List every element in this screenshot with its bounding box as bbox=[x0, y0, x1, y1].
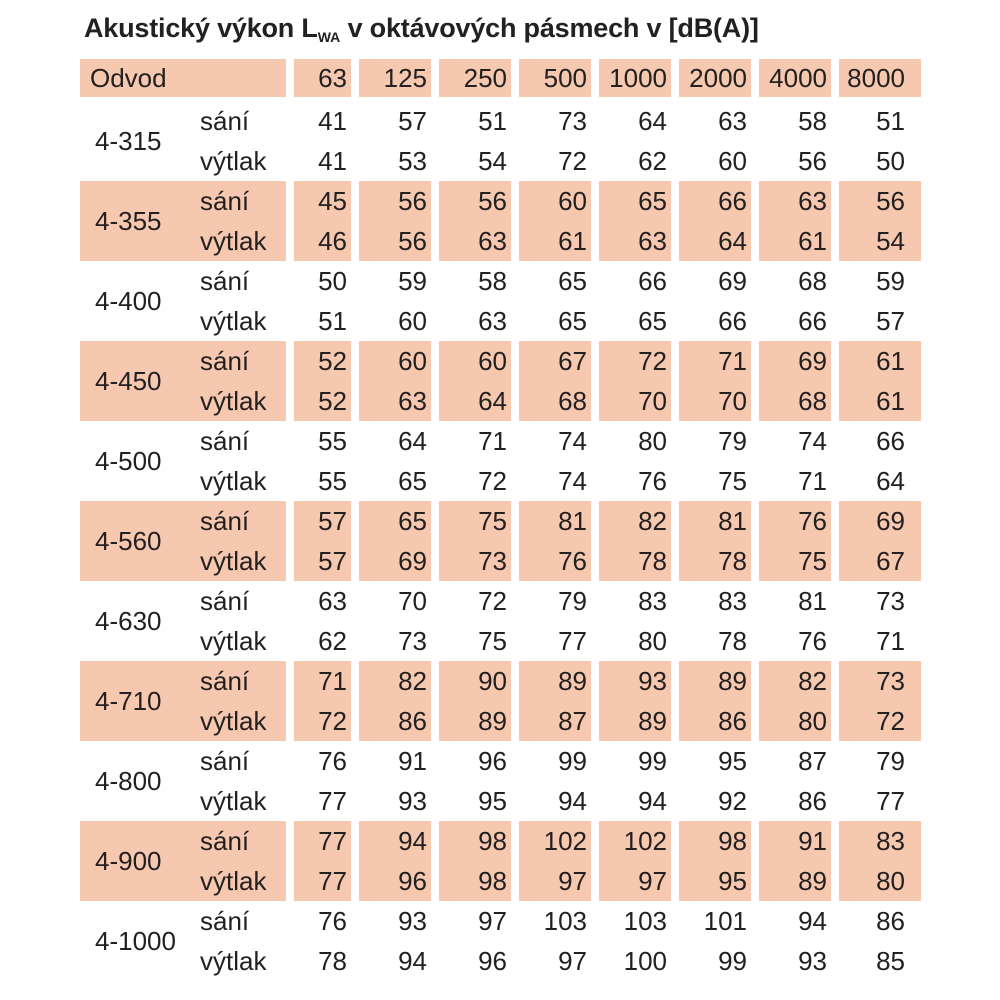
header-band-250: 250 bbox=[439, 59, 519, 101]
value-cell: 96 bbox=[439, 941, 519, 981]
value-cell: 93 bbox=[599, 661, 679, 701]
value-cell: 50 bbox=[876, 145, 906, 176]
value-cell: 93 bbox=[359, 901, 439, 941]
value-cell: 76 bbox=[759, 501, 839, 541]
table-row-4-355-vytlak bbox=[80, 221, 921, 261]
value-cell: 97 bbox=[519, 941, 599, 981]
row-type-cell-vytlak: výtlak bbox=[198, 701, 294, 741]
value-cell: 86 bbox=[359, 701, 439, 741]
value-cell: 77 bbox=[876, 785, 906, 816]
header-band-4000: 4000 bbox=[759, 59, 839, 101]
value-cell: 87 bbox=[519, 701, 599, 741]
row-type-cell-sani: sání bbox=[198, 261, 294, 301]
value-cell: 57 bbox=[294, 541, 359, 581]
value-cell: 50 bbox=[294, 261, 359, 301]
value-cell: 89 bbox=[759, 861, 839, 901]
value-cell: 71 bbox=[679, 341, 759, 381]
value-cell: 76 bbox=[599, 461, 679, 501]
value-cell: 59 bbox=[359, 261, 439, 301]
value-cell: 89 bbox=[439, 701, 519, 741]
value-cell: 94 bbox=[359, 941, 439, 981]
value-cell: 83 bbox=[839, 821, 921, 861]
value-cell: 61 bbox=[839, 341, 921, 381]
value-cell: 93 bbox=[759, 941, 839, 981]
header-odvod-cell: Odvod bbox=[80, 59, 294, 101]
value-cell: 55 bbox=[294, 461, 359, 501]
table-row-4-400-vytlak bbox=[80, 301, 921, 341]
value-cell: 99 bbox=[599, 741, 679, 781]
table-row-4-800-vytlak bbox=[80, 781, 921, 821]
header-band-2000: 2000 bbox=[679, 59, 759, 101]
value-cell: 89 bbox=[519, 661, 599, 701]
value-cell: 86 bbox=[679, 701, 759, 741]
value-cell: 52 bbox=[294, 381, 359, 421]
value-cell: 97 bbox=[519, 861, 599, 901]
header-row bbox=[80, 59, 921, 101]
value-cell: 69 bbox=[359, 541, 439, 581]
row-type-cell-vytlak: výtlak bbox=[198, 861, 294, 901]
value-cell: 98 bbox=[439, 861, 519, 901]
value-cell: 95 bbox=[679, 861, 759, 901]
model-cell: 4-800 bbox=[95, 765, 162, 796]
value-cell: 97 bbox=[439, 901, 519, 941]
value-cell: 96 bbox=[359, 861, 439, 901]
value-cell: 99 bbox=[679, 941, 759, 981]
row-type-cell-sani: sání bbox=[198, 741, 294, 781]
value-cell: 76 bbox=[759, 621, 839, 661]
value-cell: 64 bbox=[679, 221, 759, 261]
value-cell: 71 bbox=[294, 661, 359, 701]
model-cell: 4-900 bbox=[80, 821, 198, 901]
value-cell: 70 bbox=[359, 581, 439, 621]
table-row-4-315-sani bbox=[80, 101, 921, 141]
value-cell: 57 bbox=[359, 101, 439, 141]
value-cell: 93 bbox=[359, 781, 439, 821]
value-cell: 73 bbox=[839, 661, 921, 701]
value-cell: 65 bbox=[519, 301, 599, 341]
value-cell: 60 bbox=[439, 341, 519, 381]
value-cell: 80 bbox=[599, 621, 679, 661]
value-cell: 41 bbox=[294, 101, 359, 141]
value-cell: 53 bbox=[359, 141, 439, 181]
value-cell: 56 bbox=[439, 181, 519, 221]
value-cell: 64 bbox=[359, 421, 439, 461]
value-cell: 95 bbox=[439, 781, 519, 821]
value-cell: 102 bbox=[519, 821, 599, 861]
row-type-cell-vytlak: výtlak bbox=[198, 941, 294, 981]
value-cell: 63 bbox=[359, 381, 439, 421]
table-row-4-900-sani bbox=[80, 821, 921, 861]
value-cell: 97 bbox=[599, 861, 679, 901]
value-cell: 101 bbox=[679, 901, 759, 941]
value-cell: 83 bbox=[679, 581, 759, 621]
value-cell: 81 bbox=[519, 501, 599, 541]
table-row-4-710-sani bbox=[80, 661, 921, 701]
value-cell: 78 bbox=[679, 541, 759, 581]
value-cell: 56 bbox=[839, 181, 921, 221]
model-cell: 4-450 bbox=[80, 341, 198, 421]
value-cell: 94 bbox=[599, 781, 679, 821]
value-cell: 74 bbox=[759, 421, 839, 461]
value-cell: 89 bbox=[679, 661, 759, 701]
value-cell: 56 bbox=[359, 181, 439, 221]
value-cell: 68 bbox=[759, 381, 839, 421]
table-row-4-315-vytlak bbox=[80, 141, 921, 181]
value-cell: 69 bbox=[759, 341, 839, 381]
value-cell: 62 bbox=[294, 621, 359, 661]
value-cell: 63 bbox=[439, 301, 519, 341]
value-cell: 65 bbox=[599, 301, 679, 341]
value-cell: 78 bbox=[294, 941, 359, 981]
table-row-4-1000-vytlak bbox=[80, 941, 921, 981]
value-cell: 68 bbox=[759, 261, 839, 301]
value-cell: 68 bbox=[519, 381, 599, 421]
value-cell: 87 bbox=[759, 741, 839, 781]
value-cell: 82 bbox=[599, 501, 679, 541]
table-row-4-900-vytlak bbox=[80, 861, 921, 901]
value-cell: 85 bbox=[876, 945, 906, 976]
value-cell: 72 bbox=[439, 461, 519, 501]
row-type-cell-sani: sání bbox=[198, 101, 294, 141]
value-cell: 90 bbox=[439, 661, 519, 701]
value-cell: 67 bbox=[839, 541, 921, 581]
value-cell: 78 bbox=[599, 541, 679, 581]
value-cell: 75 bbox=[439, 621, 519, 661]
value-cell: 54 bbox=[439, 141, 519, 181]
header-band-63: 63 bbox=[294, 59, 359, 101]
value-cell: 102 bbox=[599, 821, 679, 861]
value-cell: 58 bbox=[759, 101, 839, 141]
model-cell: 4-1000 bbox=[95, 925, 176, 956]
value-cell: 65 bbox=[599, 181, 679, 221]
value-cell: 72 bbox=[599, 341, 679, 381]
value-cell: 77 bbox=[294, 861, 359, 901]
model-cell: 4-400 bbox=[95, 285, 162, 316]
row-type-cell-sani: sání bbox=[198, 661, 294, 701]
value-cell: 56 bbox=[359, 221, 439, 261]
value-cell: 100 bbox=[599, 941, 679, 981]
header-band-1000: 1000 bbox=[599, 59, 679, 101]
value-cell: 73 bbox=[359, 621, 439, 661]
title-suffix: v oktávových pásmech v [dB(A)] bbox=[340, 13, 759, 43]
value-cell: 80 bbox=[599, 421, 679, 461]
table-row-4-560-sani bbox=[80, 501, 921, 541]
value-cell: 60 bbox=[359, 341, 439, 381]
value-cell: 89 bbox=[599, 701, 679, 741]
value-cell: 51 bbox=[876, 105, 906, 136]
value-cell: 64 bbox=[599, 101, 679, 141]
value-cell: 46 bbox=[294, 221, 359, 261]
value-cell: 73 bbox=[439, 541, 519, 581]
value-cell: 66 bbox=[679, 301, 759, 341]
value-cell: 72 bbox=[439, 581, 519, 621]
value-cell: 60 bbox=[519, 181, 599, 221]
value-cell: 70 bbox=[599, 381, 679, 421]
value-cell: 51 bbox=[439, 101, 519, 141]
value-cell: 41 bbox=[294, 141, 359, 181]
row-type-cell-vytlak: výtlak bbox=[198, 141, 294, 181]
value-cell: 72 bbox=[519, 141, 599, 181]
value-cell: 62 bbox=[599, 141, 679, 181]
value-cell: 83 bbox=[599, 581, 679, 621]
value-cell: 59 bbox=[876, 265, 906, 296]
value-cell: 54 bbox=[839, 221, 921, 261]
value-cell: 65 bbox=[359, 501, 439, 541]
table-row-4-710-vytlak bbox=[80, 701, 921, 741]
value-cell: 82 bbox=[759, 661, 839, 701]
table-row-4-450-vytlak bbox=[80, 381, 921, 421]
row-type-cell-sani: sání bbox=[198, 421, 294, 461]
value-cell: 63 bbox=[679, 101, 759, 141]
value-cell: 79 bbox=[519, 581, 599, 621]
value-cell: 81 bbox=[759, 581, 839, 621]
table-row-4-1000-sani bbox=[80, 901, 921, 941]
header-band-125: 125 bbox=[359, 59, 439, 101]
value-cell: 82 bbox=[359, 661, 439, 701]
value-cell: 76 bbox=[294, 741, 359, 781]
value-cell: 80 bbox=[839, 861, 921, 901]
value-cell: 66 bbox=[876, 425, 906, 456]
value-cell: 69 bbox=[679, 261, 759, 301]
value-cell: 75 bbox=[439, 501, 519, 541]
table-row-4-630-sani bbox=[80, 581, 921, 621]
value-cell: 75 bbox=[759, 541, 839, 581]
value-cell: 57 bbox=[876, 305, 906, 336]
value-cell: 60 bbox=[359, 301, 439, 341]
value-cell: 91 bbox=[359, 741, 439, 781]
value-cell: 60 bbox=[679, 141, 759, 181]
value-cell: 55 bbox=[294, 421, 359, 461]
value-cell: 63 bbox=[439, 221, 519, 261]
row-type-cell-vytlak: výtlak bbox=[198, 781, 294, 821]
value-cell: 103 bbox=[599, 901, 679, 941]
value-cell: 76 bbox=[294, 901, 359, 941]
acoustic-power-table bbox=[80, 59, 921, 981]
value-cell: 66 bbox=[679, 181, 759, 221]
value-cell: 92 bbox=[679, 781, 759, 821]
value-cell: 71 bbox=[759, 461, 839, 501]
table-row-4-450-sani bbox=[80, 341, 921, 381]
value-cell: 70 bbox=[679, 381, 759, 421]
row-type-cell-sani: sání bbox=[198, 581, 294, 621]
header-band-8000: 8000 bbox=[839, 59, 921, 101]
title-subscript: WA bbox=[317, 29, 341, 45]
value-cell: 72 bbox=[839, 701, 921, 741]
value-cell: 51 bbox=[294, 301, 359, 341]
value-cell: 71 bbox=[439, 421, 519, 461]
model-cell: 4-560 bbox=[80, 501, 198, 581]
value-cell: 73 bbox=[876, 585, 906, 616]
value-cell: 79 bbox=[876, 745, 906, 776]
row-type-cell-vytlak: výtlak bbox=[198, 621, 294, 661]
value-cell: 74 bbox=[519, 461, 599, 501]
model-cell: 4-630 bbox=[95, 605, 162, 636]
page-title bbox=[84, 12, 1000, 48]
value-cell: 75 bbox=[679, 461, 759, 501]
value-cell: 98 bbox=[679, 821, 759, 861]
row-type-cell-sani: sání bbox=[198, 501, 294, 541]
row-type-cell-vytlak: výtlak bbox=[198, 301, 294, 341]
row-type-cell-vytlak: výtlak bbox=[198, 541, 294, 581]
value-cell: 94 bbox=[759, 901, 839, 941]
value-cell: 76 bbox=[519, 541, 599, 581]
model-cell: 4-500 bbox=[95, 445, 162, 476]
value-cell: 65 bbox=[359, 461, 439, 501]
title-prefix: Akustický výkon L bbox=[84, 13, 318, 43]
row-type-cell-sani: sání bbox=[198, 901, 294, 941]
row-type-cell-vytlak: výtlak bbox=[198, 381, 294, 421]
value-cell: 64 bbox=[876, 465, 906, 496]
value-cell: 63 bbox=[599, 221, 679, 261]
value-cell: 77 bbox=[294, 821, 359, 861]
table-row-4-355-sani bbox=[80, 181, 921, 221]
row-type-cell-sani: sání bbox=[198, 181, 294, 221]
value-cell: 99 bbox=[519, 741, 599, 781]
value-cell: 95 bbox=[679, 741, 759, 781]
value-cell: 66 bbox=[759, 301, 839, 341]
value-cell: 98 bbox=[439, 821, 519, 861]
value-cell: 69 bbox=[839, 501, 921, 541]
value-cell: 61 bbox=[519, 221, 599, 261]
model-cell: 4-315 bbox=[95, 125, 162, 156]
value-cell: 79 bbox=[679, 421, 759, 461]
value-cell: 103 bbox=[519, 901, 599, 941]
model-cell: 4-355 bbox=[80, 181, 198, 261]
value-cell: 71 bbox=[876, 625, 906, 656]
value-cell: 64 bbox=[439, 381, 519, 421]
row-type-cell-vytlak: výtlak bbox=[198, 221, 294, 261]
value-cell: 86 bbox=[876, 905, 906, 936]
value-cell: 77 bbox=[294, 781, 359, 821]
value-cell: 72 bbox=[294, 701, 359, 741]
table-row-4-500-sani bbox=[80, 421, 921, 461]
value-cell: 81 bbox=[679, 501, 759, 541]
value-cell: 91 bbox=[759, 821, 839, 861]
value-cell: 80 bbox=[759, 701, 839, 741]
value-cell: 86 bbox=[759, 781, 839, 821]
table-row-4-500-vytlak bbox=[80, 461, 921, 501]
value-cell: 94 bbox=[359, 821, 439, 861]
value-cell: 67 bbox=[519, 341, 599, 381]
value-cell: 74 bbox=[519, 421, 599, 461]
table-row-4-400-sani bbox=[80, 261, 921, 301]
value-cell: 63 bbox=[294, 581, 359, 621]
value-cell: 61 bbox=[839, 381, 921, 421]
table-row-4-560-vytlak bbox=[80, 541, 921, 581]
value-cell: 78 bbox=[679, 621, 759, 661]
value-cell: 96 bbox=[439, 741, 519, 781]
table-row-4-630-vytlak bbox=[80, 621, 921, 661]
value-cell: 65 bbox=[519, 261, 599, 301]
value-cell: 58 bbox=[439, 261, 519, 301]
value-cell: 94 bbox=[519, 781, 599, 821]
value-cell: 73 bbox=[519, 101, 599, 141]
value-cell: 63 bbox=[759, 181, 839, 221]
value-cell: 57 bbox=[294, 501, 359, 541]
value-cell: 52 bbox=[294, 341, 359, 381]
value-cell: 56 bbox=[759, 141, 839, 181]
table-row-4-800-sani bbox=[80, 741, 921, 781]
value-cell: 45 bbox=[294, 181, 359, 221]
value-cell: 66 bbox=[599, 261, 679, 301]
value-cell: 77 bbox=[519, 621, 599, 661]
row-type-cell-sani: sání bbox=[198, 341, 294, 381]
value-cell: 61 bbox=[759, 221, 839, 261]
row-type-cell-vytlak: výtlak bbox=[198, 461, 294, 501]
header-band-500: 500 bbox=[519, 59, 599, 101]
model-cell: 4-710 bbox=[80, 661, 198, 741]
row-type-cell-sani: sání bbox=[198, 821, 294, 861]
